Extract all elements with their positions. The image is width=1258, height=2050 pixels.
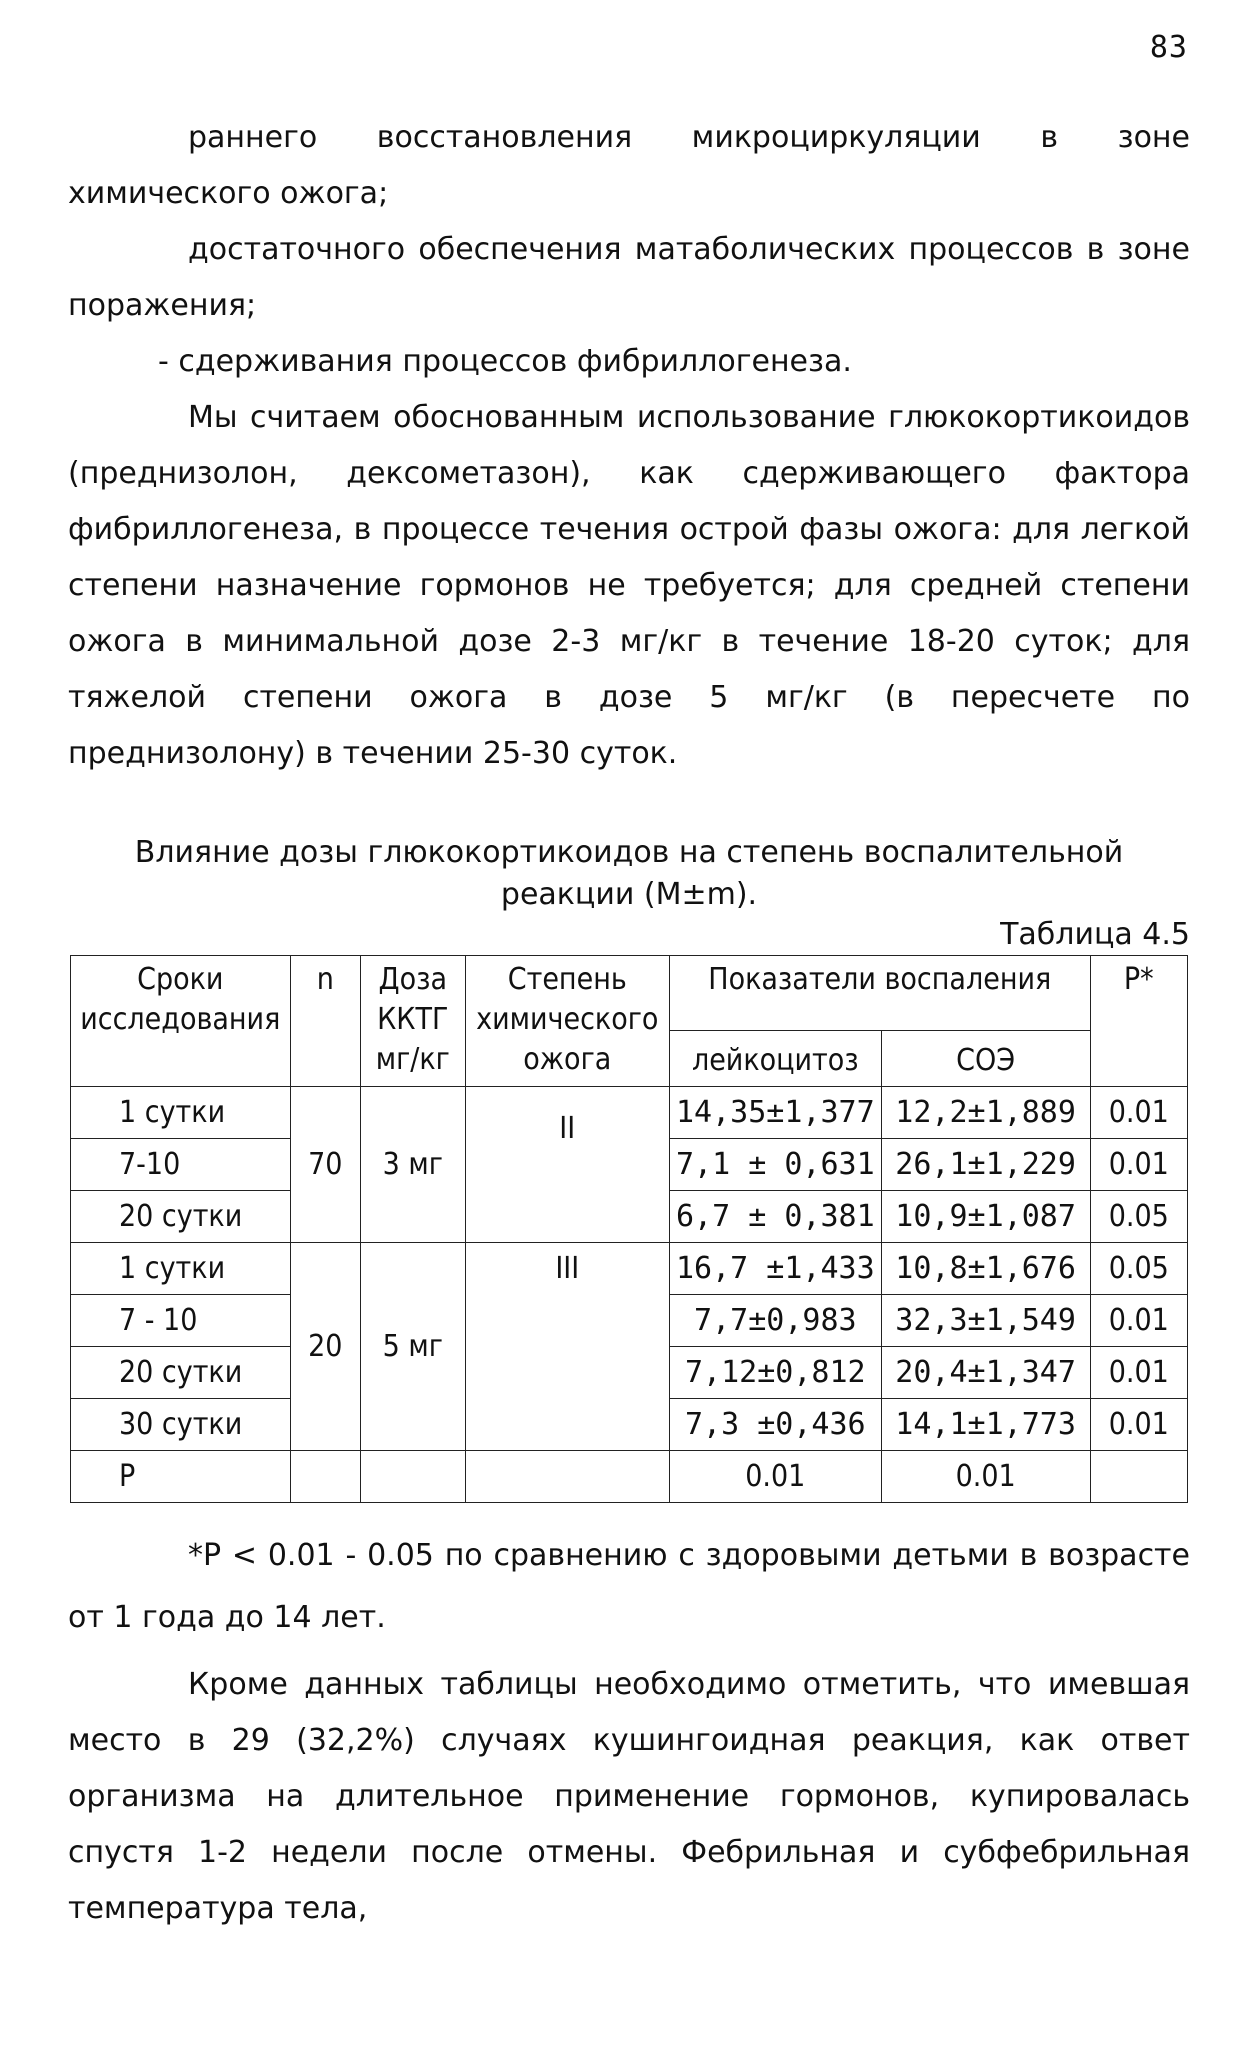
table-p-row xyxy=(71,1451,1188,1503)
header-n: n xyxy=(290,956,360,1087)
p-cell: 0.01 xyxy=(1090,1087,1187,1139)
empty-cell xyxy=(1090,1451,1187,1503)
p-cell: 0.05 xyxy=(1090,1191,1187,1243)
leuk-cell: 14,35±1,377 xyxy=(669,1087,881,1139)
n-cell: 70 xyxy=(290,1087,360,1243)
soe-cell: 26,1±1,229 xyxy=(881,1139,1090,1191)
table-row xyxy=(71,1243,1188,1295)
header-indicators: Показатели воспаления xyxy=(669,956,1090,1031)
header-terms: Сроки исследования xyxy=(71,956,291,1087)
n-cell: 20 xyxy=(290,1243,360,1451)
p-row-soe: 0.01 xyxy=(881,1451,1090,1503)
term-cell: 20 сутки xyxy=(71,1347,291,1399)
soe-cell: 32,3±1,549 xyxy=(881,1295,1090,1347)
leuk-cell: 7,3 ±0,436 xyxy=(669,1399,881,1451)
term-cell: 20 сутки xyxy=(71,1191,291,1243)
leuk-cell: 7,7±0,983 xyxy=(669,1295,881,1347)
p-cell: 0.01 xyxy=(1090,1347,1187,1399)
p-row-leuk: 0.01 xyxy=(669,1451,881,1503)
term-cell: 7-10 xyxy=(71,1139,291,1191)
leuk-cell: 6,7 ± 0,381 xyxy=(669,1191,881,1243)
p-cell: 0.01 xyxy=(1090,1139,1187,1191)
paragraph: достаточного обеспечения матаболических процессов в зоне поражения; xyxy=(68,232,1190,323)
dose-cell: 3 мг xyxy=(360,1087,465,1243)
term-cell: 7 - 10 xyxy=(71,1295,291,1347)
term-cell: 1 сутки xyxy=(71,1087,291,1139)
degree-cell: III xyxy=(465,1243,669,1451)
header-p: P* xyxy=(1090,956,1187,1087)
page-number: 83 xyxy=(1149,30,1188,65)
term-cell: 1 сутки xyxy=(71,1243,291,1295)
soe-cell: 14,1±1,773 xyxy=(881,1399,1090,1451)
p-row-label: P xyxy=(71,1451,291,1503)
empty-cell xyxy=(290,1451,360,1503)
term-cell: 30 сутки xyxy=(71,1399,291,1451)
paragraph: раннего восстановления микроциркуляции в зоне химического ожога; xyxy=(68,120,1190,211)
dose-cell: 5 мг xyxy=(360,1243,465,1451)
empty-cell xyxy=(465,1451,669,1503)
soe-cell: 20,4±1,347 xyxy=(881,1347,1090,1399)
body-text-top xyxy=(68,110,1190,782)
header-degree: Степень химического ожога xyxy=(465,956,669,1087)
paragraph: Мы считаем обоснованным использование глюкокортикоидов (преднизолон, дексометазон), как сдерживающего фактора фибриллогенеза, в процессе течения острой фазы ожога: для легкой степени назначение гормонов не требуется; для средней степени ожога в минимальной дозе 2-3 мг/кг в течение 18-20 суток; для тяжелой степени ожога в дозе 5 мг/кг (в пересчете по преднизолону) в течении 25-30 суток. xyxy=(68,400,1190,771)
table-row xyxy=(71,1087,1188,1139)
header-dose: Доза ККТГ мг/кг xyxy=(360,956,465,1087)
table-caption: Таблица 4.5 xyxy=(1000,917,1190,952)
table-title: Влияние дозы глюкокортикоидов на степень воспалительной реакции (M±m). xyxy=(134,835,1124,912)
data-table xyxy=(70,955,1188,1503)
paragraph: - сдерживания процессов фибриллогенеза. xyxy=(158,344,852,379)
leuk-cell: 7,12±0,812 xyxy=(669,1347,881,1399)
degree-cell: II xyxy=(465,1087,669,1243)
paragraph: Кроме данных таблицы необходимо отметить, что имевшая место в 29 (32,2%) случаях кушингоидная реакция, как ответ организма на длительное применение гормонов, купировалась спустя 1-2 недели после отмены. Фебрильная и субфебрильная температура тела, xyxy=(68,1667,1190,1926)
soe-cell: 10,9±1,087 xyxy=(881,1191,1090,1243)
empty-cell xyxy=(360,1451,465,1503)
header-leukocytosis: лейкоцитоз xyxy=(669,1031,881,1087)
p-cell: 0.01 xyxy=(1090,1399,1187,1451)
table-header-row xyxy=(71,956,1188,1031)
header-soe: СОЭ xyxy=(881,1031,1090,1087)
leuk-cell: 7,1 ± 0,631 xyxy=(669,1139,881,1191)
p-cell: 0.01 xyxy=(1090,1295,1187,1347)
soe-cell: 10,8±1,676 xyxy=(881,1243,1090,1295)
p-cell: 0.05 xyxy=(1090,1243,1187,1295)
soe-cell: 12,2±1,889 xyxy=(881,1087,1090,1139)
footnote-block xyxy=(68,1525,1190,1937)
footnote: *P < 0.01 - 0.05 по сравнению с здоровыми детьми в возрасте от 1 года до 14 лет. xyxy=(68,1538,1190,1635)
leuk-cell: 16,7 ±1,433 xyxy=(669,1243,881,1295)
